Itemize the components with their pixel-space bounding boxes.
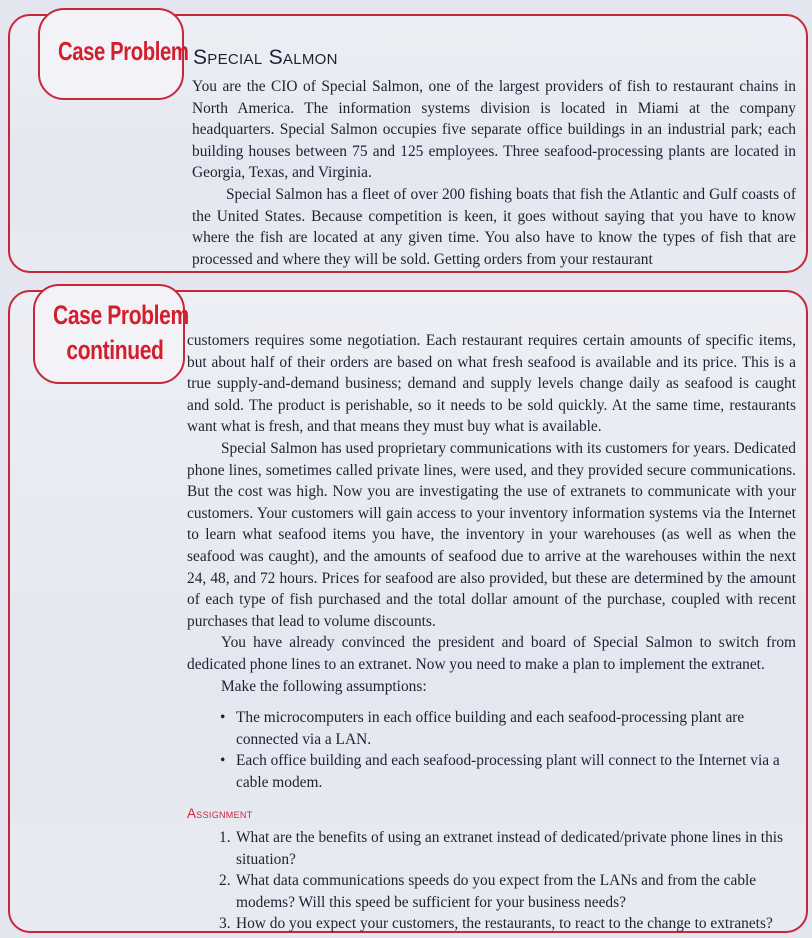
- case-title: Special Salmon: [193, 46, 338, 69]
- question-text: How do you expect your customers, the restaurants, to react to the change to extranets?: [236, 915, 773, 933]
- question-number: 3.: [219, 915, 231, 933]
- continued-tag-line1: Case Problem: [53, 300, 189, 330]
- list-item: • Each office building and each seafood-processing plant will connect to the Internet via a cable modem.: [236, 750, 796, 793]
- case-problem-tag-label: Case Problem: [58, 36, 189, 66]
- assignment-questions: [187, 827, 796, 935]
- list-item: [219, 870, 796, 913]
- list-item: [219, 827, 796, 870]
- continued-tag-line2: continued: [65, 335, 163, 365]
- question-number: 1.: [219, 829, 231, 847]
- paragraph: customers requires some negotiation. Each restaurant requires certain amounts of specific items, but about half of their orders are based on what fresh seafood is available and its price. This is a true supply-and-demand business; demand and supply levels change daily as seafood is caught and sold. The product is perishable, so it needs to be sold quickly. At the same time, restaurants want what is fresh, and that means they must buy what is available.: [187, 332, 796, 436]
- case-problem-tag: [38, 8, 189, 100]
- question-number: 2.: [219, 872, 231, 890]
- case-body-part2: [187, 330, 796, 935]
- assignment-heading: Assignment: [187, 806, 253, 822]
- paragraph: You have already convinced the president and board of Special Salmon to switch from dedicated phone lines to an extranet. Now you need to make a plan to implement the extranet.: [187, 634, 796, 673]
- assumptions-intro: Make the following assumptions:: [221, 677, 427, 695]
- paragraph: Special Salmon has used proprietary communications with its customers for years. Dedicated phone lines, sometimes called private lines, were used, and they provided secure communications. But the cost was high. Now you are investigating the use of extranets to communicate with your customers. Your customers will gain access to your inventory information systems via the Internet to learn what seafood items you have, the inventory in your warehouses (as well as when the seafood was caught), and the amounts of seafood due to arrive at the warehouses within the next 24, 48, and 72 hours. Prices for seafood are also provided, but these are determined by the amount of each type of fish purchased and the total dollar amount of the purchase, coupled with recent purchases that lead to volume discounts.: [187, 439, 796, 630]
- question-text: What data communications speeds do you expect from the LANs and from the cable modems? Will this speed be sufficient for your business needs?: [236, 872, 757, 911]
- case-problem-continued-tag: [33, 284, 189, 384]
- list-item: [219, 913, 796, 935]
- paragraph: Special Salmon has a fleet of over 200 fishing boats that fish the Atlantic and Gulf coasts of the United States. Because competition is keen, it goes without saying that you have to know where the fish are located at any given time. You also have to know the types of fish that are processed and where they will be sold. Getting orders from your restaurant: [192, 185, 796, 268]
- question-text: What are the benefits of using an extranet instead of dedicated/private phone lines in this situation?: [236, 829, 784, 868]
- assumptions-list: [187, 707, 796, 793]
- list-item: • The microcomputers in each office building and each seafood-processing plant are connected via a LAN.: [236, 707, 796, 750]
- case-body-part1: [192, 76, 796, 270]
- paragraph: You are the CIO of Special Salmon, one of the largest providers of fish to restaurant chains in North America. The information systems division is located in Miami at the company headquarters. Special Salmon occupies five separate office buildings in an industrial park; each building houses between 75 and 125 employees. Three seafood-processing plants are located in Georgia, Texas, and Virginia.: [192, 78, 796, 182]
